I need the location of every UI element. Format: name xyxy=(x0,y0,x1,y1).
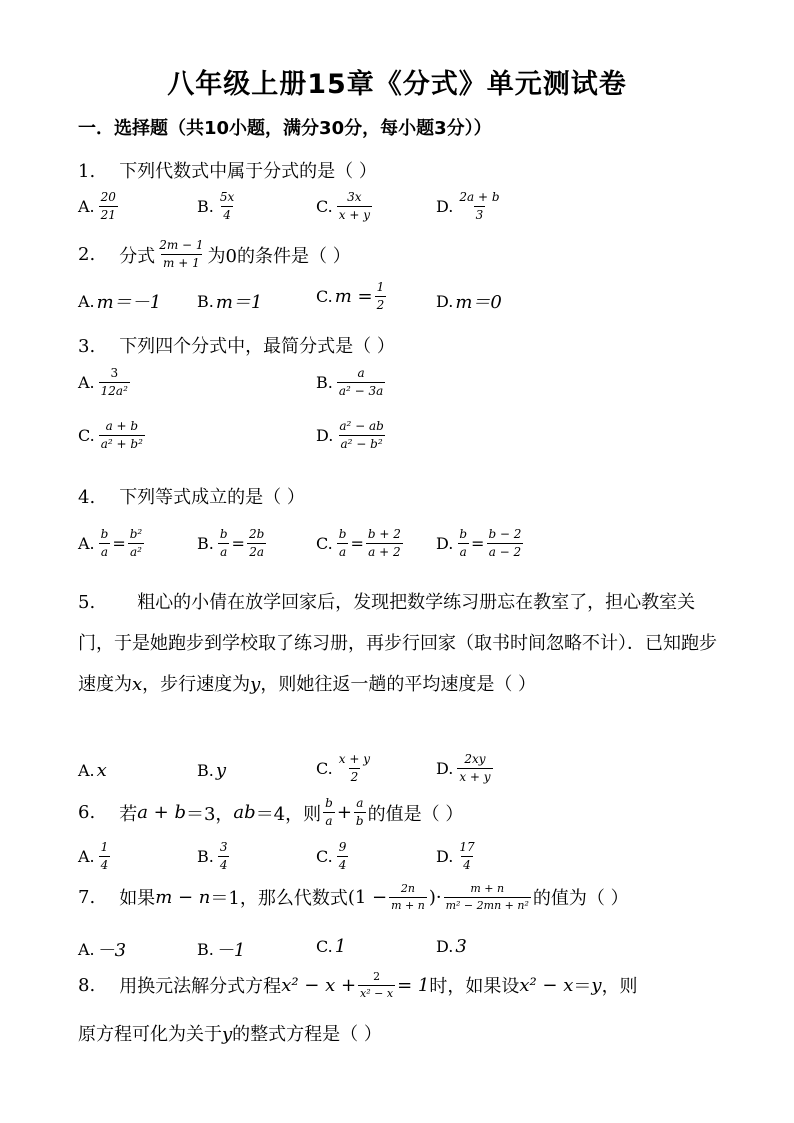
numerator: b² xyxy=(129,527,143,541)
denominator: a xyxy=(339,545,347,559)
question-text-3: ，则她往返一趟的平均速度是（ ） xyxy=(260,674,537,695)
option-value: 3 xyxy=(455,936,467,957)
option-value: －1 xyxy=(215,940,246,961)
denominator: m + n xyxy=(391,898,425,912)
fraction xyxy=(247,527,266,560)
option-c[interactable] xyxy=(78,419,147,452)
numerator: 2 xyxy=(373,970,381,983)
page-title: 八年级上册15章《分式》单元测试卷 xyxy=(167,69,627,100)
expression: m − n xyxy=(155,886,211,908)
option-d[interactable] xyxy=(436,840,479,873)
fraction xyxy=(337,419,385,452)
paren-close: )· xyxy=(428,886,442,908)
numerator: a xyxy=(356,796,364,810)
denominator: a xyxy=(100,545,109,559)
denominator: 4 xyxy=(100,858,109,872)
denominator: a − 2 xyxy=(488,545,522,559)
numerator: 3 xyxy=(219,840,228,854)
question-number: 1. xyxy=(78,161,96,182)
option-label: B. xyxy=(197,939,214,959)
fraction xyxy=(457,840,476,873)
numerator: b xyxy=(459,527,468,541)
option-label: A. xyxy=(78,373,95,392)
question-text: 下列四个分式中，最简分式是（ ） xyxy=(119,336,395,357)
denominator: x + y xyxy=(459,770,491,784)
fraction xyxy=(389,882,427,913)
denominator: a² xyxy=(130,545,142,559)
denominator: a² + b² xyxy=(100,437,143,451)
option-c[interactable] xyxy=(316,527,405,560)
fraction xyxy=(337,190,372,223)
option-b[interactable] xyxy=(197,288,262,314)
option-label: C. xyxy=(316,197,333,216)
question-text-mid: 时，如果设 xyxy=(429,976,520,998)
fraction xyxy=(457,527,469,560)
denominator: 2 xyxy=(376,298,385,312)
option-label: A. xyxy=(78,197,95,216)
fraction xyxy=(444,882,531,913)
fraction xyxy=(99,190,118,223)
numerator: x + y xyxy=(338,752,370,766)
question-number: 7. xyxy=(78,886,96,908)
question-4 xyxy=(78,483,305,509)
option-label: B. xyxy=(316,373,333,392)
option-a[interactable] xyxy=(78,840,112,873)
numerator: 2n xyxy=(400,882,416,895)
option-label: D. xyxy=(436,197,454,216)
fraction xyxy=(157,238,205,271)
numerator: 2xy xyxy=(464,752,486,766)
option-label: B. xyxy=(197,761,214,780)
question-text-pre: 分式 xyxy=(119,245,156,267)
question-text-pre: 用换元法解分式方程 xyxy=(119,976,282,998)
option-label: C. xyxy=(78,426,95,445)
option-d[interactable] xyxy=(436,936,467,957)
numerator: 2b xyxy=(248,527,265,541)
fraction xyxy=(99,366,130,399)
fraction xyxy=(337,366,385,399)
option-label: A. xyxy=(78,939,95,959)
question-8 xyxy=(78,970,638,1001)
option-b[interactable] xyxy=(316,366,387,399)
denominator: 21 xyxy=(100,208,116,222)
fraction xyxy=(337,752,372,785)
fraction xyxy=(337,527,349,560)
numerator: 3 xyxy=(110,366,119,380)
option-label: C. xyxy=(316,937,333,956)
fraction xyxy=(457,190,501,223)
equals-sign: = xyxy=(112,534,126,553)
option-value: －3 xyxy=(96,940,127,961)
option-label: B. xyxy=(197,291,214,311)
question-text-post: ，则 xyxy=(601,976,638,998)
numerator: 9 xyxy=(338,840,347,854)
option-value: y xyxy=(215,760,227,781)
denominator: a² − 3a xyxy=(338,384,384,398)
numerator: b + 2 xyxy=(367,527,401,541)
denominator: 4 xyxy=(338,858,347,872)
question-text-post: 的值是（ ） xyxy=(367,803,464,825)
denominator: 2a xyxy=(249,545,264,559)
option-label: A. xyxy=(78,847,95,866)
numerator: 17 xyxy=(459,840,475,854)
numerator: 5x xyxy=(219,190,235,204)
denominator: a xyxy=(220,545,228,559)
denominator: m² − 2mn + n² xyxy=(445,898,529,912)
denominator: m + 1 xyxy=(163,256,200,270)
fraction xyxy=(354,796,366,829)
option-label: D. xyxy=(436,534,454,553)
numerator: 1 xyxy=(376,280,385,294)
paren-open: (1 − xyxy=(347,886,388,908)
denominator: 4 xyxy=(219,858,228,872)
option-c[interactable] xyxy=(316,280,388,313)
option-label: A. xyxy=(78,291,95,311)
denominator: 4 xyxy=(463,858,471,872)
fraction xyxy=(457,752,492,785)
option-value: m＝1 xyxy=(215,292,263,313)
option-label: C. xyxy=(316,287,333,306)
numerator: a + b xyxy=(105,419,139,433)
option-label: D. xyxy=(436,291,454,311)
question-5 xyxy=(78,582,718,705)
option-value: m＝0 xyxy=(455,292,502,313)
question-number: 3. xyxy=(78,336,96,357)
question-text-mid: ＝4，则 xyxy=(255,803,322,825)
option-a[interactable] xyxy=(78,288,161,314)
option-label: A. xyxy=(78,534,95,553)
expression: ab xyxy=(233,802,256,823)
denominator: a xyxy=(459,545,467,559)
question-1 xyxy=(78,157,377,183)
question-text-post: 为0的条件是（ ） xyxy=(207,245,351,267)
option-b[interactable] xyxy=(197,936,245,962)
question-text-mid: ＝1，那么代数式 xyxy=(210,888,348,910)
option-a[interactable] xyxy=(78,527,146,560)
numerator: b − 2 xyxy=(488,527,522,541)
option-label: C. xyxy=(316,759,333,778)
fraction xyxy=(337,840,349,873)
fraction xyxy=(218,840,230,873)
fraction xyxy=(486,527,523,560)
fraction xyxy=(99,527,111,560)
denominator: a² − b² xyxy=(340,437,383,451)
expression: a + b xyxy=(137,802,186,823)
var-y: y xyxy=(222,1024,233,1045)
numerator: b xyxy=(338,527,347,541)
fraction xyxy=(366,527,403,560)
fraction xyxy=(99,419,145,452)
option-label: D. xyxy=(316,426,334,445)
option-d[interactable] xyxy=(436,527,525,560)
numerator: m + n xyxy=(470,882,505,895)
option-label: D. xyxy=(436,759,454,778)
fraction xyxy=(218,527,230,560)
expression: = 1 xyxy=(397,974,430,996)
question-text-pre: 如果 xyxy=(119,888,156,910)
option-d[interactable] xyxy=(436,288,502,314)
question-text-1: 粗心的小倩在放学回家后，发现把数学练习册忘在教室了，担心教室关门，于是她跑步到学校取了练习册，再步行回家（取书时间忽略不计）．已知跑步速度为 xyxy=(78,592,717,695)
question-text-mid: ＝3， xyxy=(185,803,234,825)
option-label: C. xyxy=(316,847,333,866)
var-x: x xyxy=(132,674,143,695)
option-label: B. xyxy=(197,197,214,216)
question-number: 8. xyxy=(78,974,96,996)
numerator: 20 xyxy=(100,190,116,204)
option-label: D. xyxy=(436,937,454,956)
var-y: y xyxy=(591,974,602,996)
denominator: 4 xyxy=(223,208,231,222)
question-text: 的整式方程是（ ） xyxy=(232,1024,382,1045)
numerator: 2m − 1 xyxy=(159,238,204,252)
option-d[interactable] xyxy=(316,419,388,452)
question-text-pre: 若 xyxy=(119,803,138,825)
numerator: b xyxy=(219,527,228,541)
option-a[interactable] xyxy=(78,760,107,781)
question-8-line-2 xyxy=(78,1020,382,1046)
numerator: a xyxy=(357,366,365,380)
fraction xyxy=(128,527,145,560)
option-a[interactable] xyxy=(78,366,132,399)
plus-sign: + xyxy=(336,802,352,823)
option-label: D. xyxy=(436,847,454,866)
numerator: 1 xyxy=(100,840,109,854)
question-text-2: ，步行速度为 xyxy=(142,674,251,695)
question-number: 5. xyxy=(78,592,96,613)
denominator: x² − x xyxy=(360,986,394,1000)
denominator: b xyxy=(355,814,364,828)
option-label: A. xyxy=(78,761,95,780)
denominator: x + y xyxy=(338,208,370,222)
question-text: 下列代数式中属于分式的是（ ） xyxy=(119,161,377,182)
numerator: 2a + b xyxy=(459,190,500,204)
question-2 xyxy=(78,238,351,271)
option-c[interactable] xyxy=(316,840,350,873)
option-b[interactable] xyxy=(197,190,238,223)
option-a[interactable] xyxy=(78,190,120,223)
fraction xyxy=(218,190,236,223)
question-6 xyxy=(78,796,463,829)
option-d[interactable] xyxy=(436,752,495,785)
fraction xyxy=(375,280,387,313)
option-value: 1 xyxy=(334,936,347,957)
numerator: b xyxy=(100,527,109,541)
question-text: 下列等式成立的是（ ） xyxy=(119,487,305,508)
option-value: x xyxy=(96,760,107,781)
question-number: 2. xyxy=(78,244,96,265)
option-b[interactable] xyxy=(197,840,231,873)
numerator: a² − ab xyxy=(339,419,384,433)
denominator: 3 xyxy=(475,208,484,222)
option-c[interactable] xyxy=(316,936,346,957)
expression: x² − x + xyxy=(281,974,357,996)
numerator: b xyxy=(325,796,333,810)
option-d[interactable] xyxy=(436,190,504,223)
option-a[interactable] xyxy=(78,936,126,962)
question-number: 4. xyxy=(78,487,96,508)
equals-sign: = xyxy=(471,534,485,553)
denominator: 12a² xyxy=(100,384,128,398)
denominator: a + 2 xyxy=(368,545,401,559)
option-label: C. xyxy=(316,534,333,553)
question-text-post: 的值为（ ） xyxy=(532,888,629,910)
equals-sign: = xyxy=(350,534,364,553)
option-value: m = xyxy=(334,286,373,307)
fraction xyxy=(323,796,335,829)
question-3 xyxy=(78,332,395,358)
equals-sign: ＝ xyxy=(573,976,592,998)
option-b[interactable] xyxy=(197,760,226,781)
question-number: 6. xyxy=(78,802,96,823)
denominator: a xyxy=(325,814,333,828)
fraction xyxy=(358,970,395,1001)
question-text: 原方程可化为关于 xyxy=(78,1024,222,1045)
question-7 xyxy=(78,882,629,913)
fraction xyxy=(99,840,111,873)
equals-sign: = xyxy=(231,534,245,553)
option-c[interactable] xyxy=(316,190,374,223)
expression: x² − x xyxy=(519,974,574,996)
option-label: B. xyxy=(197,534,214,553)
denominator: 2 xyxy=(350,770,359,784)
numerator: 3x xyxy=(347,190,362,204)
option-b[interactable] xyxy=(197,527,268,560)
option-c[interactable] xyxy=(316,752,374,785)
option-label: B. xyxy=(197,847,214,866)
option-value: m＝－1 xyxy=(96,292,162,313)
section-heading: 一．选择题（共10小题，满分30分，每小题3分）） xyxy=(78,118,492,139)
var-y: y xyxy=(250,674,261,695)
